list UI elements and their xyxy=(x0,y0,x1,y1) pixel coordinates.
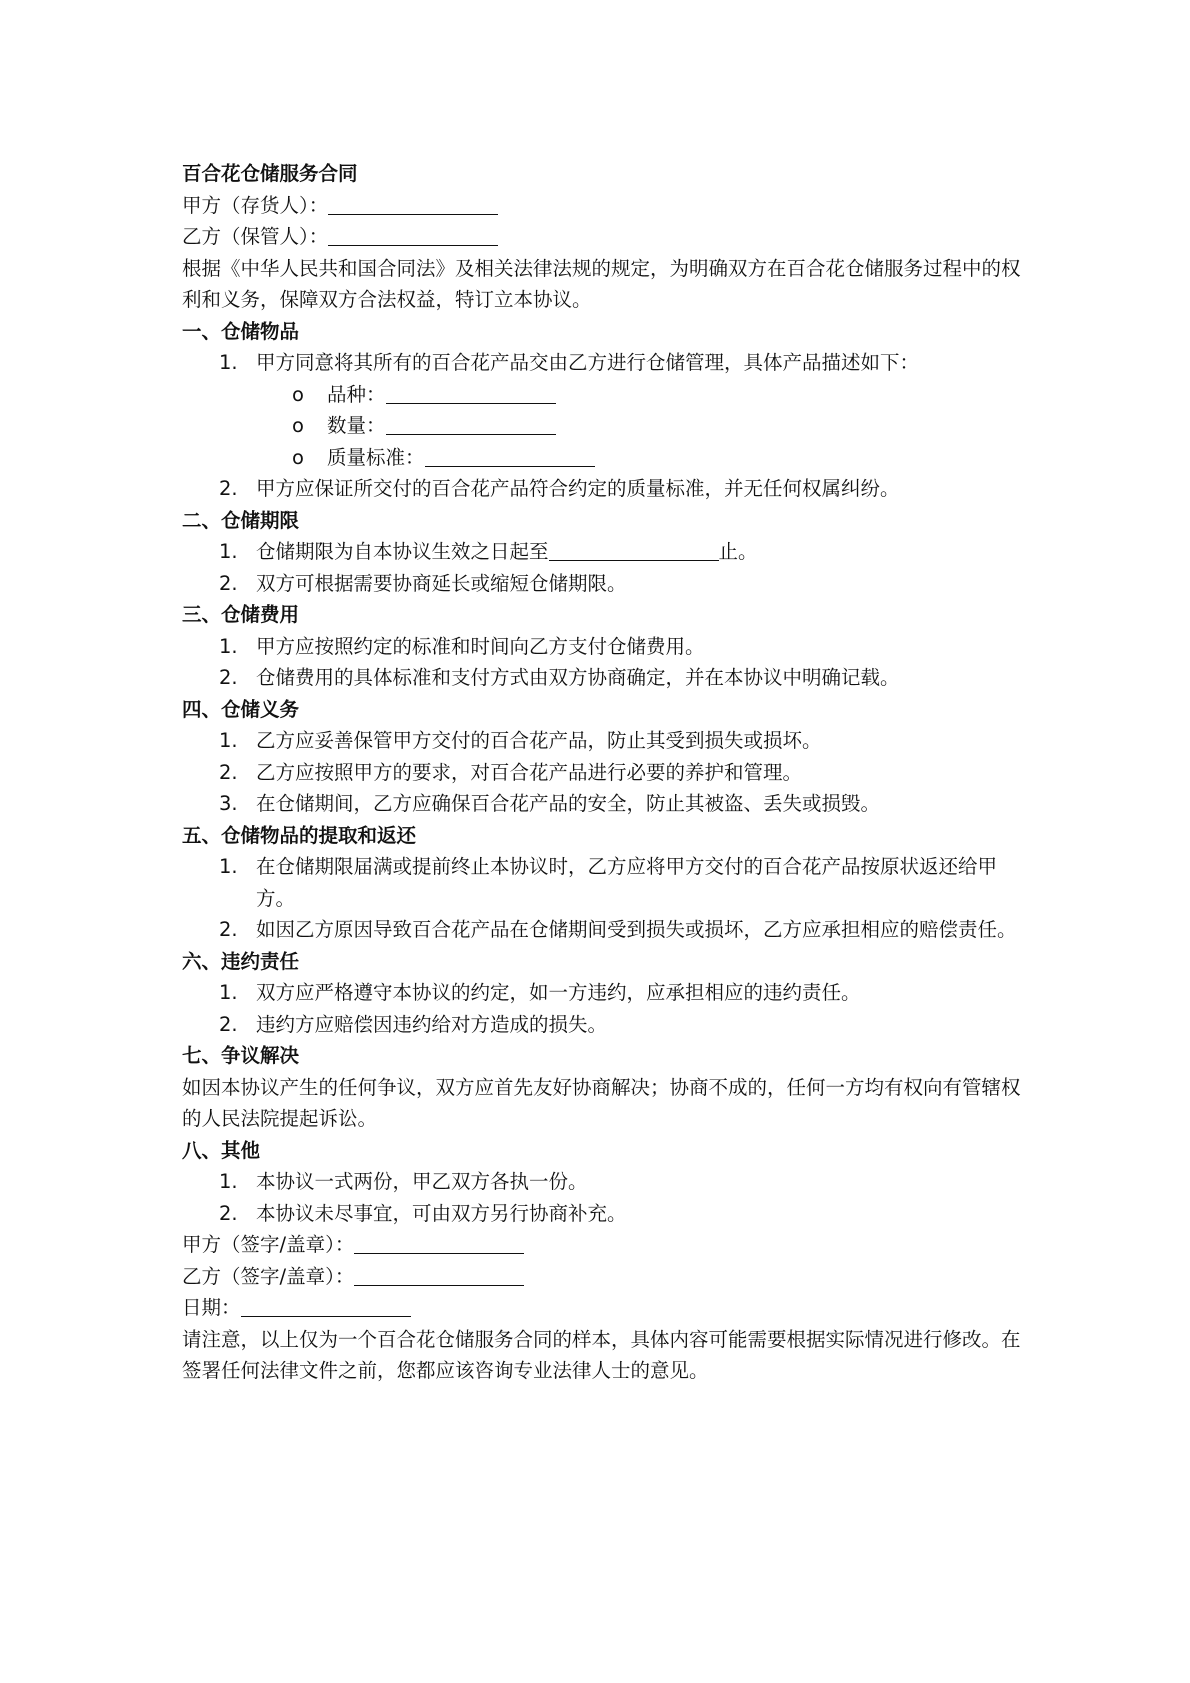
signature-a-line xyxy=(182,1229,1022,1261)
intro-paragraph: 根据《中华人民共和国合同法》及相关法律法规的规定，为明确双方在百合花仓储服务过程中的权利和义务，保障双方合法权益，特订立本协议。 xyxy=(182,256,1021,311)
quality-standard-blank[interactable] xyxy=(425,446,595,467)
list-item: 1. 甲方同意将其所有的百合花产品交由乙方进行仓储管理，具体产品描述如下： xyxy=(219,351,920,374)
signature-a-label: 甲方（签字/盖章）： xyxy=(182,1233,355,1256)
party-b-line xyxy=(182,221,1022,253)
contract-body xyxy=(182,158,1022,1387)
numbered-list xyxy=(182,851,1022,946)
party-b-label: 乙方（保管人）： xyxy=(182,225,329,248)
list-item: 1. 在仓储期限届满或提前终止本协议时，乙方应将甲方交付的百合花产品按原状返还给甲方。 xyxy=(219,855,998,910)
signature-b-label: 乙方（签字/盖章）： xyxy=(182,1264,355,1288)
list-item: 2. 如因乙方原因导致百合花产品在仓储期间受到损失或损坏，乙方应承担相应的赔偿责任。 xyxy=(219,918,1017,941)
list-item: 1. 仓储期限为自本协议生效之日起至 止。 xyxy=(219,540,758,563)
list-item: 2. 双方可根据需要协商延长或缩短仓储期限。 xyxy=(219,571,627,595)
bullet-icon: o xyxy=(292,445,304,469)
document-title: 百合花仓储服务合同 xyxy=(182,162,358,185)
date-line xyxy=(182,1292,1022,1324)
bullet-list xyxy=(182,379,1022,474)
signature-b-blank[interactable] xyxy=(354,1265,524,1286)
section-heading: 四、仓储义务 xyxy=(182,697,300,721)
party-a-line xyxy=(182,190,1022,222)
section-heading: 二、仓储期限 xyxy=(182,508,300,532)
list-item: 2. 仓储费用的具体标准和支付方式由双方协商确定，并在本协议中明确记载。 xyxy=(219,666,900,689)
list-item: o 品种： xyxy=(182,379,1022,411)
section-heading: 五、仓储物品的提取和返还 xyxy=(182,823,417,847)
section-heading: 八、其他 xyxy=(182,1138,261,1162)
signature-a-blank[interactable] xyxy=(354,1233,524,1254)
disclaimer-paragraph: 请注意，以上仅为一个百合花仓储服务合同的样本，具体内容可能需要根据实际情况进行修改。在签署任何法律文件之前，您都应该咨询专业法律人士的意见。 xyxy=(182,1327,1021,1382)
list-item: 3. 在仓储期间，乙方应确保百合花产品的安全，防止其被盗、丢失或损毁。 xyxy=(219,792,881,815)
party-a-blank[interactable] xyxy=(328,194,498,215)
bullet-icon: o xyxy=(292,382,304,406)
section-heading: 三、仓储费用 xyxy=(182,603,300,626)
list-item: o 质量标准： xyxy=(182,442,1022,474)
party-a-label: 甲方（存货人）： xyxy=(182,193,329,217)
storage-term-blank[interactable] xyxy=(549,540,719,561)
list-item: 2. 乙方应按照甲方的要求，对百合花产品进行必要的养护和管理。 xyxy=(219,760,803,784)
list-item: 1. 乙方应妥善保管甲方交付的百合花产品，防止其受到损失或损坏。 xyxy=(219,729,822,752)
bullet-icon: o xyxy=(292,414,304,437)
numbered-list xyxy=(182,473,1022,505)
numbered-list xyxy=(182,536,1022,599)
variety-blank[interactable] xyxy=(386,383,556,404)
section-heading: 一、仓储物品 xyxy=(182,319,300,343)
numbered-list xyxy=(182,347,1022,379)
list-item: 1. 甲方应按照约定的标准和时间向乙方支付仓储费用。 xyxy=(219,634,705,658)
numbered-list xyxy=(182,631,1022,694)
list-item: 2. 违约方应赔偿因违约给对方造成的损失。 xyxy=(219,1012,608,1036)
list-item: 1. 双方应严格遵守本协议的约定，如一方违约，应承担相应的违约责任。 xyxy=(219,981,861,1004)
section-heading: 七、争议解决 xyxy=(182,1044,300,1067)
numbered-list xyxy=(182,725,1022,820)
date-label: 日期： xyxy=(182,1296,241,1319)
list-item: 2. 甲方应保证所交付的百合花产品符合约定的质量标准，并无任何权属纠纷。 xyxy=(219,477,900,500)
numbered-list xyxy=(182,977,1022,1040)
list-item: o 数量： xyxy=(182,410,1022,442)
list-item: 2. 本协议未尽事宜，可由双方另行协商补充。 xyxy=(219,1201,627,1225)
party-b-blank[interactable] xyxy=(328,225,498,246)
list-item: 1. 本协议一式两份，甲乙双方各执一份。 xyxy=(219,1170,588,1193)
section-heading: 六、违约责任 xyxy=(182,949,300,973)
quantity-blank[interactable] xyxy=(386,414,556,435)
date-blank[interactable] xyxy=(241,1296,411,1317)
signature-b-line xyxy=(182,1261,1022,1293)
dispute-paragraph: 如因本协议产生的任何争议，双方应首先友好协商解决；协商不成的，任何一方均有权向有管辖权的人民法院提起诉讼。 xyxy=(182,1075,1021,1130)
numbered-list xyxy=(182,1166,1022,1229)
